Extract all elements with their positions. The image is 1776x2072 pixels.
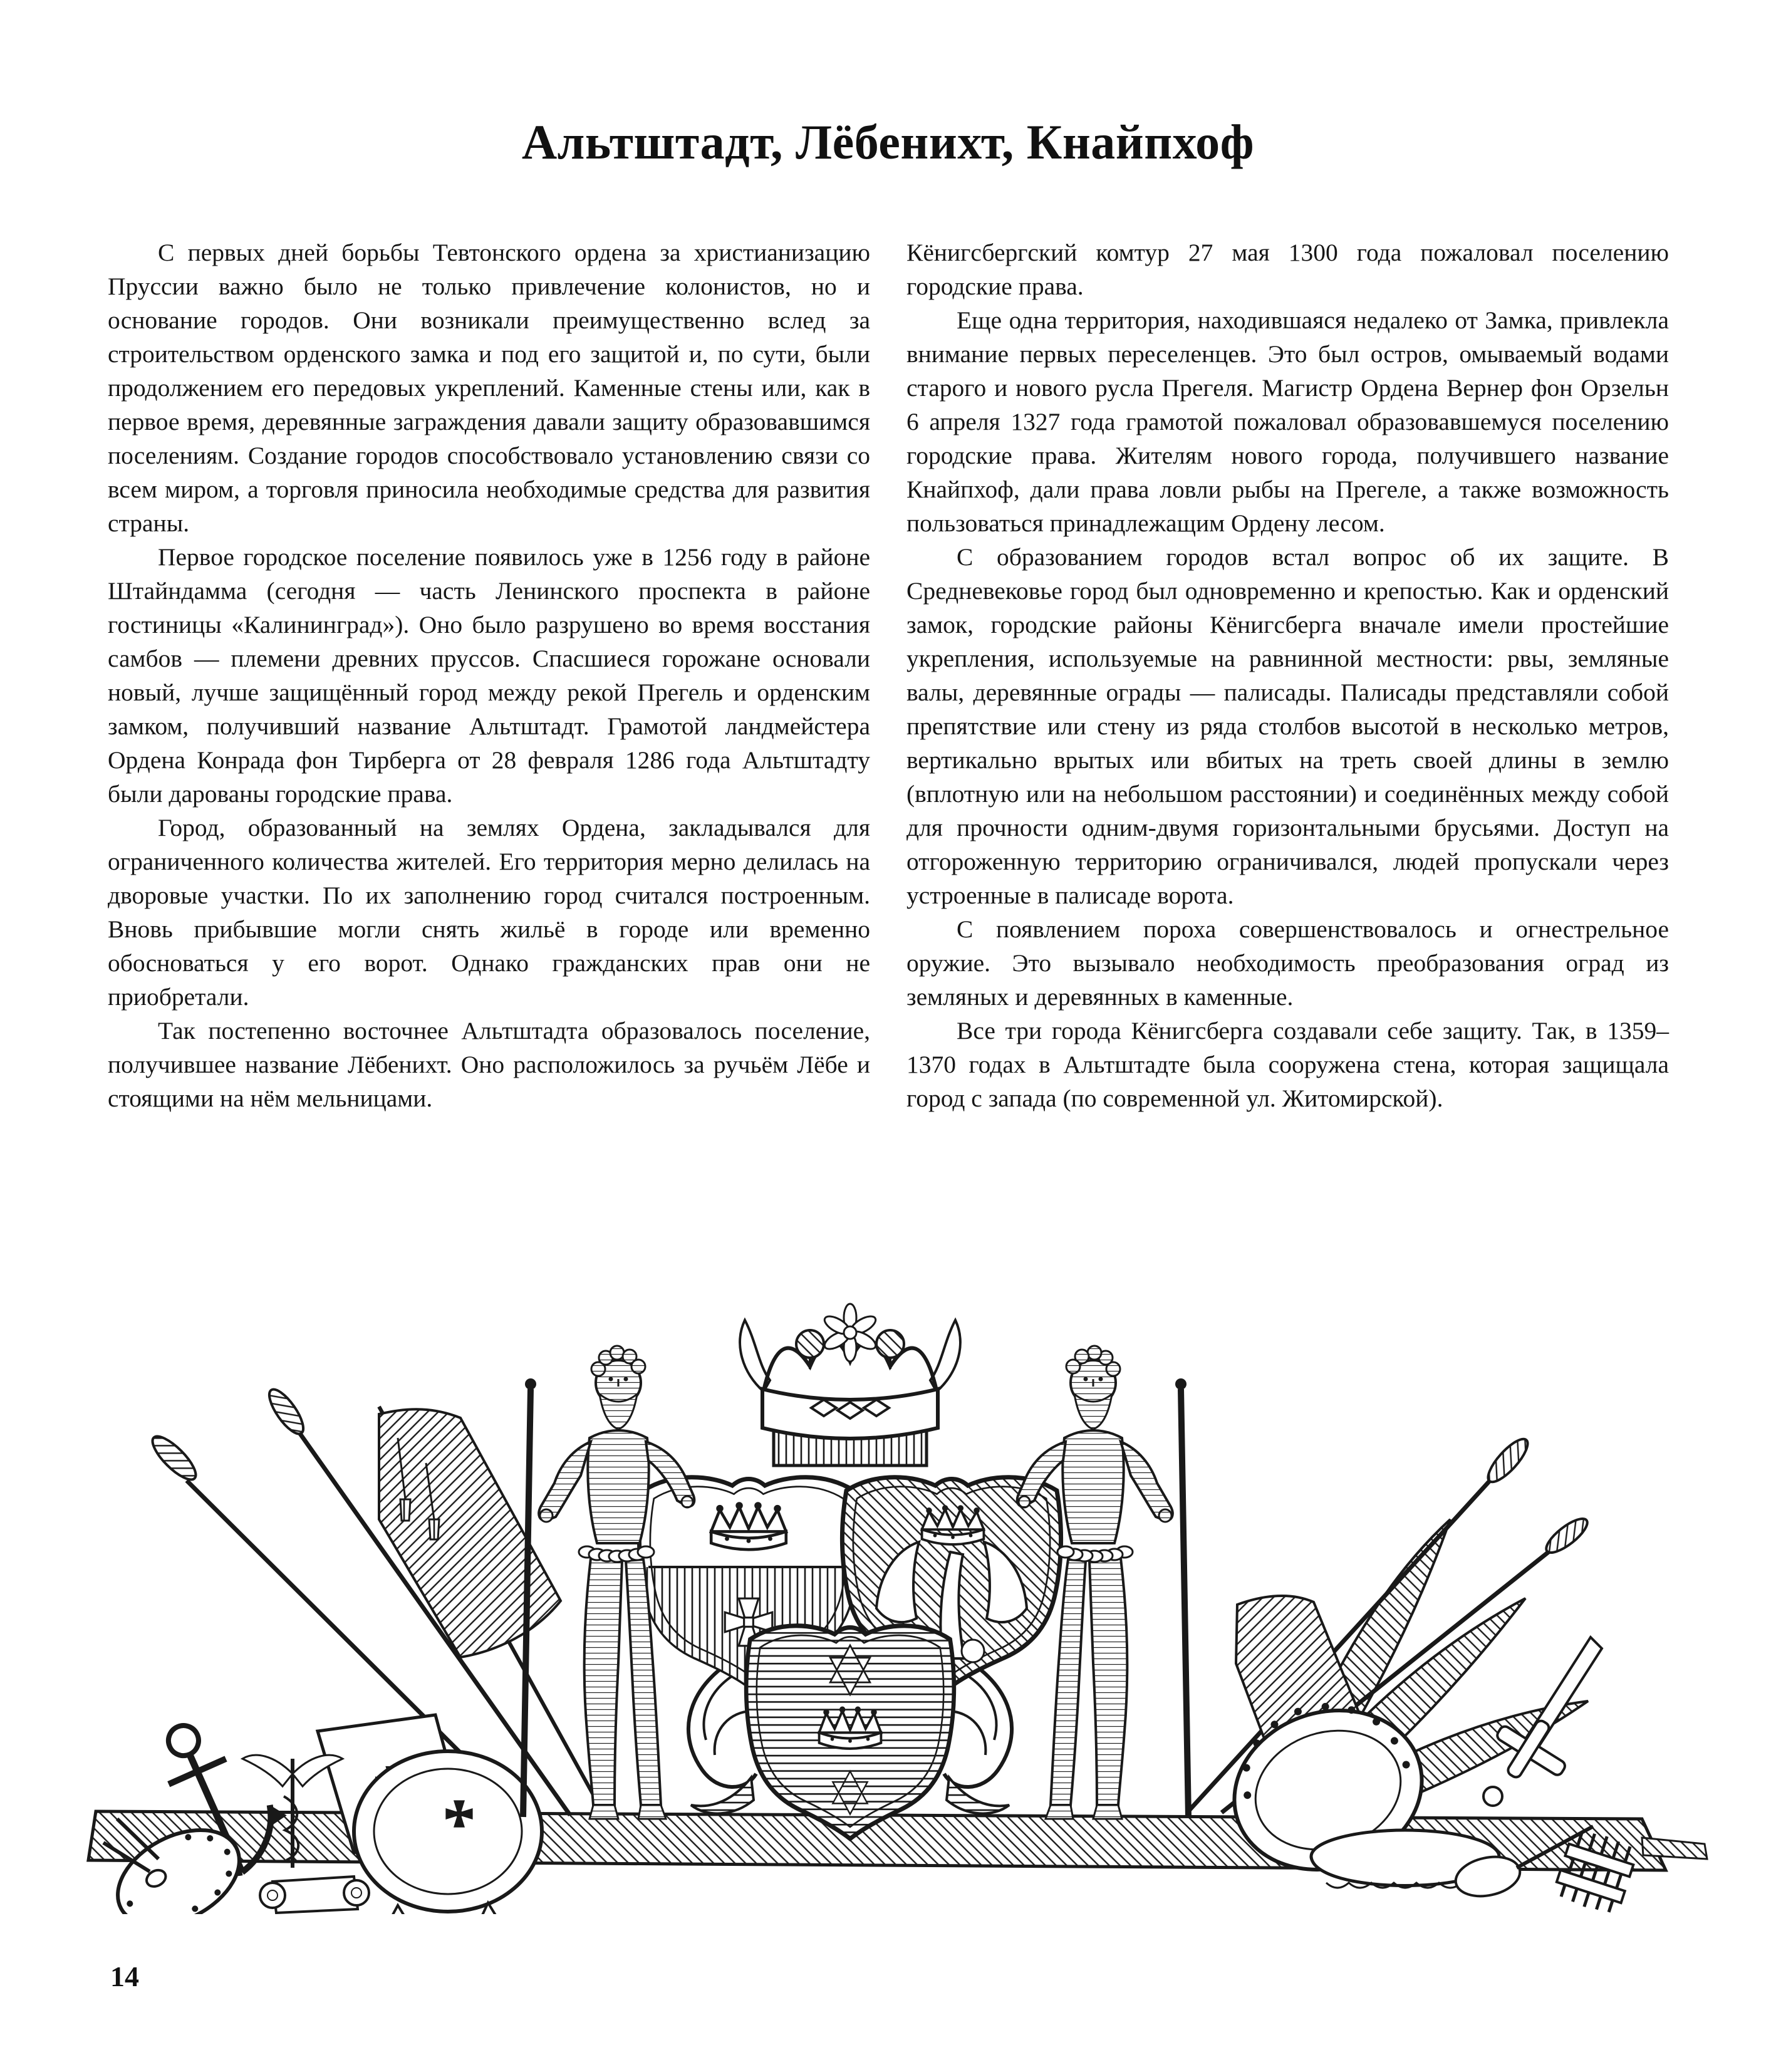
paragraph: Так постепенно восточнее Альтштадта образовалось поселение, получившее название Лёбенихт. Оно расположилось за ручьём Лёбе и стоящими на нём мельницами. bbox=[108, 1017, 870, 1112]
paragraph: Первое городское поселение появилось уже в 1256 году в районе Штайндамма (сегодня — часть Ленинского проспекта в районе гостиницы «Калининград»). Оно было разрушено во время восстания самбов — племени древних пруссов. Спасшиеся горожане основали новый, лучше защищённый город между рекой Прегель и орденским замком, получивший название Альтштадт. Грамотой ландмейстера Ордена Конрада фон Тирберга от 28 февраля 1286 года Альтштадту были дарованы городские права. bbox=[108, 543, 870, 808]
paragraph: Кёнигсбергский комтур 27 мая 1300 года пожаловал поселению городские права. bbox=[906, 239, 1669, 300]
paragraph: С первых дней борьбы Тевтонского ордена за христианизацию Пруссии важно было не только привлечение колонистов, но и основание городов. Они возникали преимущественно вслед за строительством орденского замка и под его защитой и, по сути, были продолжением его передовых укреплений. Каменные стены или, как в первое время, деревянные заграждения давали защиту образовавшимся поселениям. Создание городов способствовало установлению связи со всем миром, а торговля приносила необходимые средства для развития страны. bbox=[108, 239, 870, 537]
paragraph: Все три города Кёнигсберга создавали себе защиту. Так, в 1359–1370 годах в Альтштадте была сооружена стена, которая защищала город с запада (по современной ул. Житомирской). bbox=[906, 1017, 1669, 1112]
engraving-illustration bbox=[85, 1250, 1713, 1914]
drum-icon bbox=[354, 1751, 542, 1914]
article-body bbox=[108, 236, 1669, 1115]
scroll-icon bbox=[260, 1877, 369, 1913]
page-number: 14 bbox=[110, 1960, 139, 1992]
spearhead-icon bbox=[1542, 1513, 1592, 1558]
paragraph: С появлением пороха совершенствовалось и огнестрельное оружие. Это вызывало необходимость преобразования оград из земляных и деревянных в каменные. bbox=[906, 915, 1669, 1011]
koenigsberg-coat-of-arms-engraving bbox=[85, 1250, 1713, 1914]
paragraph: С образованием городов встал вопрос об их защите. В Средневековье город был одновременно и крепостью. Как и орденский замок, городские районы Кёнигсберга вначале имели простейшие укрепления, используемые на равнинной местности: рвы, земляные валы, деревянные ограды — палисады. Палисады представляли собой препятствие или стену из ряда столбов высотой в несколько метров, вертикально врытых или вбитых на треть своей длины в землю (вплотную или на небольшом расстоянии) и соединённых между собой для прочности одним-двумя горизонтальными брусьями. Доступ на отгороженную территорию ограничивался, людей пропускали через устроенные в палисаде ворота. bbox=[906, 543, 1669, 909]
paragraph: Еще одна территория, находившаяся недалеко от Замка, привлекла внимание первых переселенцев. Это был остров, омываемый водами старого и нового русла Прегеля. Магистр Ордена Вернер фон Орзельн 6 апреля 1327 года грамотой пожаловал образовавшемуся поселению городские права. Жителям нового города, получившего название Кнайпхоф, дали права ловли рыбы на Прегеле, а также возможность пользоваться принадлежащим Ордену лесом. bbox=[906, 306, 1669, 537]
page-title: Альтштадт, Лёбенихт, Кнайпхоф bbox=[521, 115, 1255, 169]
spearhead-icon bbox=[1482, 1434, 1533, 1487]
spearhead-icon bbox=[147, 1430, 202, 1486]
tassel-icon bbox=[429, 1519, 439, 1539]
banner-icon bbox=[379, 1409, 561, 1657]
spearhead-icon bbox=[264, 1385, 309, 1439]
text-column-right bbox=[906, 236, 1669, 1115]
text-column-left bbox=[108, 236, 870, 1115]
crown-icon bbox=[740, 1304, 960, 1465]
tassel-icon bbox=[400, 1499, 410, 1521]
paragraph: Город, образованный на землях Ордена, закладывался для ограниченного количества жителей. Его территория мерно делилась на дворовые участки. По их заполнению город считался построенным. Вновь прибывшие могли снять жильё в городе или временно обосноваться у его ворот. Однако гражданских прав они не приобретали. bbox=[108, 814, 870, 1011]
rosette-icon bbox=[822, 1304, 878, 1361]
loebenicht-shield-icon bbox=[746, 1626, 954, 1839]
